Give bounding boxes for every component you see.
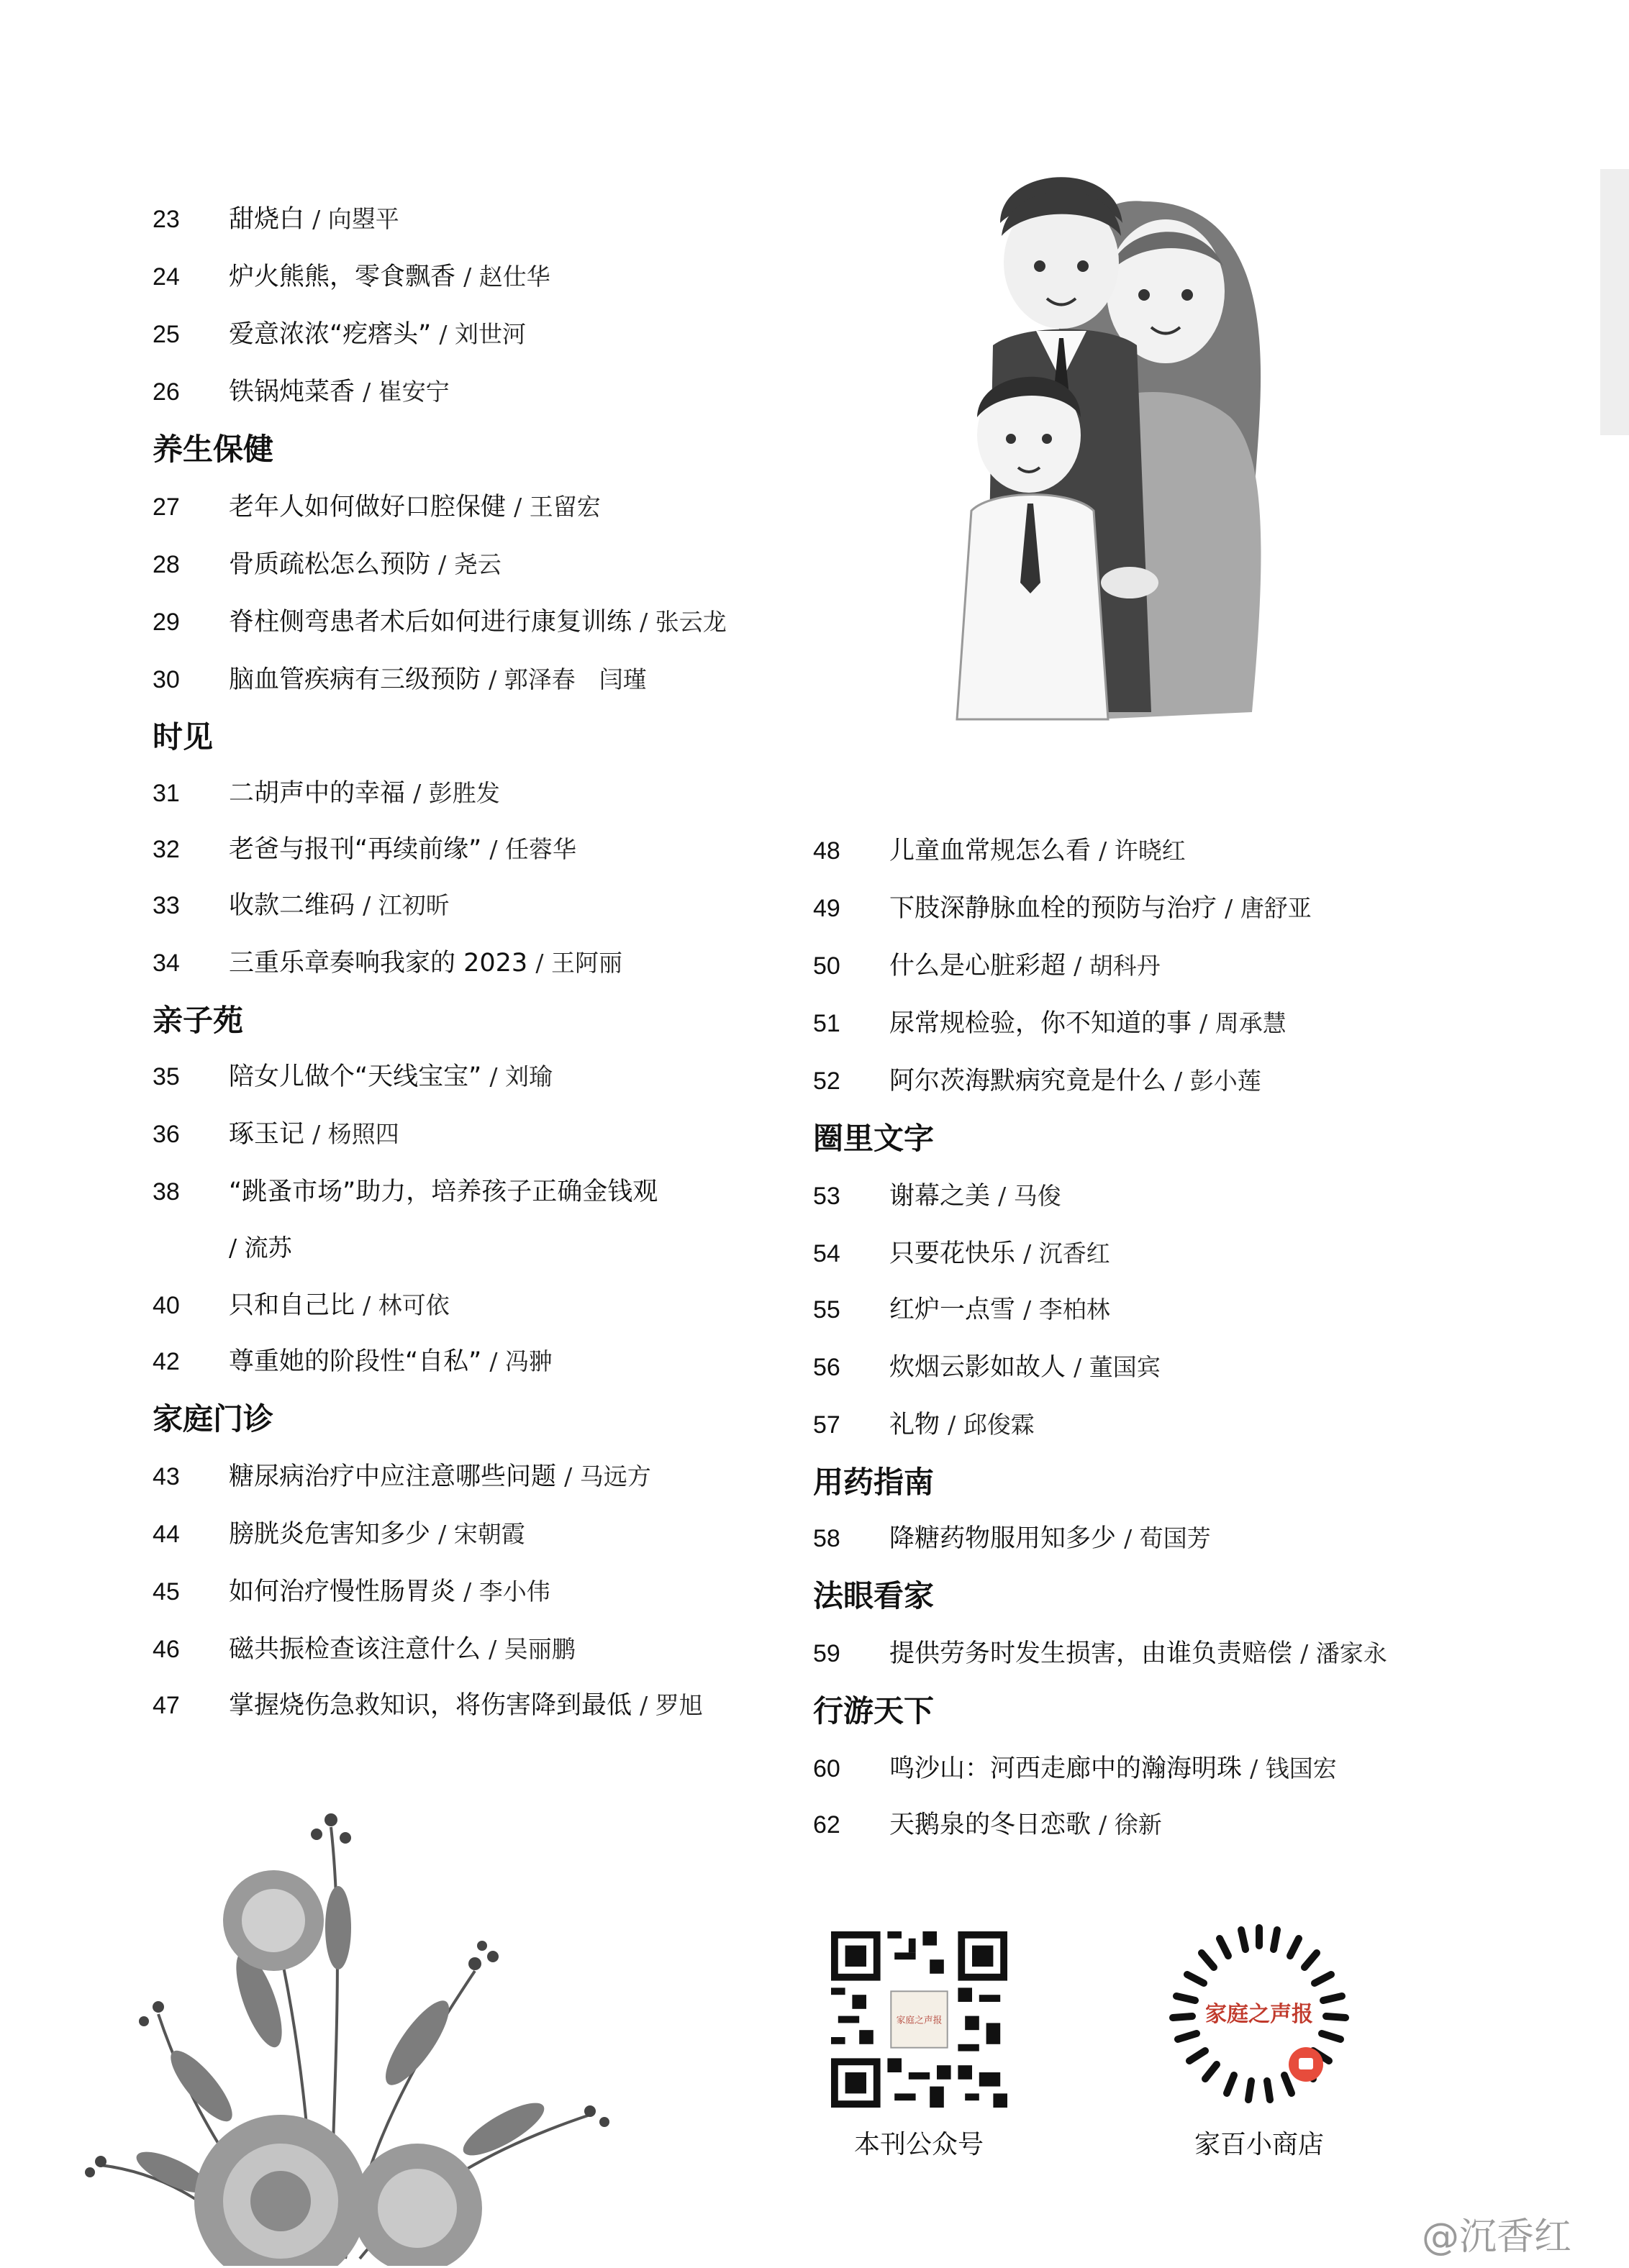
toc-entry-title bbox=[889, 944, 1161, 988]
toc-entry-page-number: 60 bbox=[813, 1755, 840, 1782]
toc-entry-page-number: 28 bbox=[153, 551, 180, 578]
toc-entry-title-text: 尊重她的阶段性“自私” bbox=[229, 1347, 482, 1376]
toc-entry-page-number: 25 bbox=[153, 321, 180, 348]
toc-entry-title bbox=[889, 1288, 1110, 1331]
toc-entry-title-text: 阿尔茨海默病究竟是什么 bbox=[889, 1067, 1167, 1096]
toc-entry-page-number: 36 bbox=[153, 1121, 180, 1148]
toc-entry-page-number: 57 bbox=[813, 1411, 840, 1439]
toc-entry-author: / 钱国宏 bbox=[1250, 1754, 1337, 1782]
toc-entry-title bbox=[229, 601, 727, 644]
toc-entry-title bbox=[889, 1403, 1035, 1447]
toc-entry-title-text: 二胡声中的幸福 bbox=[229, 779, 406, 808]
toc-entry-author: / 张云龙 bbox=[640, 608, 727, 636]
toc-entry-author: / 向曌平 bbox=[312, 205, 399, 233]
toc-entry-title-text: 红炉一点雪 bbox=[889, 1295, 1016, 1324]
toc-entry-author: / 马远方 bbox=[564, 1462, 651, 1490]
toc-entry-author: / 王留宏 bbox=[514, 493, 601, 521]
toc-entry-title bbox=[229, 1684, 703, 1727]
toc-entry-title bbox=[889, 1060, 1261, 1103]
toc-entry-author: / 李小伟 bbox=[463, 1577, 550, 1606]
toc-entry-author: / 许晓红 bbox=[1099, 837, 1186, 865]
toc-entry-title bbox=[229, 370, 450, 414]
toc-entry-page-number: 34 bbox=[153, 949, 180, 977]
toc-entry-page-number: 38 bbox=[153, 1178, 180, 1206]
toc-entry-title-text: 只要花快乐 bbox=[889, 1239, 1016, 1268]
toc-entry-title bbox=[229, 255, 550, 299]
toc-entry-page-number: 54 bbox=[813, 1240, 840, 1267]
toc-entry-title-text: 磁共振检查该注意什么 bbox=[229, 1635, 481, 1664]
toc-entry-title-text: 只和自己比 bbox=[229, 1291, 355, 1320]
toc-entry-title-text: 礼物 bbox=[889, 1411, 940, 1439]
toc-entry-author: / 邱俊霖 bbox=[948, 1411, 1035, 1439]
section-heading: 亲子苑 bbox=[153, 1003, 244, 1038]
toc-entry-page-number: 56 bbox=[813, 1354, 840, 1381]
toc-entry-page-number: 35 bbox=[153, 1063, 180, 1090]
section-heading: 行游天下 bbox=[813, 1693, 935, 1729]
toc-entry-author: / 彭小莲 bbox=[1174, 1067, 1261, 1095]
toc-entry-title-text: 炊烟云影如故人 bbox=[889, 1353, 1066, 1382]
toc-entry-title bbox=[889, 1175, 1061, 1218]
toc-entry-author: / 宋朝霞 bbox=[438, 1520, 525, 1548]
toc-entry-author: / 李柏林 bbox=[1023, 1295, 1110, 1324]
toc-entry-title-text: 膀胱炎危害知多少 bbox=[229, 1520, 431, 1549]
toc-entry-title bbox=[229, 884, 450, 927]
toc-entry-title-text: 掌握烧伤急救知识，将伤害降到最低 bbox=[229, 1691, 632, 1720]
toc-entry-title-text: 提供劳务时发生损害，由谁负责赔偿 bbox=[889, 1639, 1293, 1668]
toc-entry-title bbox=[889, 887, 1312, 930]
toc-entry-author: / 流苏 bbox=[229, 1234, 292, 1262]
section-heading: 圈里文字 bbox=[813, 1121, 935, 1156]
toc-entry-title bbox=[229, 198, 399, 241]
toc-entry-title-text: 尿常规检验，你不知道的事 bbox=[889, 1009, 1192, 1038]
toc-entry-title-text: 炉火熊熊，零食飘香 bbox=[229, 263, 456, 291]
toc-entry-author: / 林可依 bbox=[363, 1291, 450, 1319]
toc-entry-author: / 罗旭 bbox=[640, 1691, 703, 1719]
toc-entry-title bbox=[229, 828, 576, 871]
toc-entry-author: / 吴丽鹏 bbox=[489, 1635, 576, 1663]
toc-entry-title-text: 铁锅炖菜香 bbox=[229, 378, 355, 406]
toc-entry-page-number: 30 bbox=[153, 666, 180, 693]
toc-entry-title-text: 甜烧白 bbox=[229, 205, 305, 234]
toc-entry-title bbox=[229, 1340, 553, 1383]
toc-entry-page-number: 48 bbox=[813, 837, 840, 865]
toc-entry-title-text: 骨质疏松怎么预防 bbox=[229, 550, 431, 579]
toc-entry-title bbox=[229, 1284, 450, 1327]
toc-entry-title-text: 脊柱侧弯患者术后如何进行康复训练 bbox=[229, 608, 632, 637]
toc-entry-title bbox=[889, 829, 1186, 873]
toc-entry-page-number: 29 bbox=[153, 609, 180, 636]
toc-entry-title bbox=[889, 1232, 1110, 1275]
toc-entry-author: / 刘瑜 bbox=[489, 1062, 553, 1090]
toc-entry-page-number: 49 bbox=[813, 895, 840, 922]
toc-entry-page-number: 24 bbox=[153, 263, 180, 291]
toc-entry-author: / 马俊 bbox=[998, 1182, 1061, 1210]
toc-entry-page-number: 32 bbox=[153, 836, 180, 863]
toc-entry-title bbox=[889, 1517, 1211, 1560]
toc-entry-title-text: 下肢深静脉血栓的预防与治疗 bbox=[889, 894, 1217, 923]
toc-entry-title bbox=[229, 772, 500, 815]
toc-entry-title-text: 三重乐章奏响我家的 2023 bbox=[229, 949, 528, 978]
toc-entry-page-number: 50 bbox=[813, 952, 840, 980]
toc-entry-page-number: 55 bbox=[813, 1296, 840, 1324]
toc-entry-page-number: 23 bbox=[153, 206, 180, 233]
toc-left-column bbox=[153, 0, 872, 1762]
toc-entry-title bbox=[229, 313, 526, 356]
toc-entry-author: / 潘家永 bbox=[1300, 1639, 1387, 1667]
toc-entry-title-text: 脑血管疾病有三级预防 bbox=[229, 665, 481, 694]
toc-entry-author: / 郭泽春 闫瑾 bbox=[489, 665, 647, 693]
toc-entry-page-number: 40 bbox=[153, 1292, 180, 1319]
qr-caption-shop: 家百小商店 bbox=[1194, 2130, 1324, 2159]
toc-entry-title-text: 什么是心脏彩超 bbox=[889, 952, 1066, 980]
toc-entry-author: / 崔安宁 bbox=[363, 378, 450, 406]
toc-entry-title-text: 糖尿病治疗中应注意哪些问题 bbox=[229, 1462, 557, 1491]
toc-entry-title bbox=[229, 1170, 658, 1213]
toc-entry-page-number: 33 bbox=[153, 892, 180, 919]
toc-entry-author: / 任蓉华 bbox=[489, 835, 577, 863]
section-heading: 时见 bbox=[153, 719, 214, 755]
toc-entry-page-number: 47 bbox=[153, 1692, 180, 1719]
toc-entry-author: / 王阿丽 bbox=[535, 949, 622, 977]
toc-entry-title-text: 琢玉记 bbox=[229, 1120, 305, 1149]
toc-entry-page-number: 53 bbox=[813, 1183, 840, 1210]
toc-entry-author: / 赵仕华 bbox=[463, 263, 550, 291]
toc-entry-author: / 冯翀 bbox=[489, 1347, 553, 1375]
toc-entry-title bbox=[889, 1803, 1162, 1846]
toc-entry-author: / 彭胜发 bbox=[413, 779, 500, 807]
toc-entry-title-text: 老年人如何做好口腔保健 bbox=[229, 493, 507, 522]
toc-entry-author: / 周承慧 bbox=[1199, 1009, 1287, 1037]
toc-entry-title bbox=[229, 1513, 525, 1556]
toc-entry-title-text: 天鹅泉的冬日恋歌 bbox=[889, 1811, 1092, 1839]
toc-entry-page-number: 46 bbox=[153, 1636, 180, 1663]
page-edge-tab bbox=[1600, 169, 1629, 435]
toc-entry-title-text: 鸣沙山：河西走廊中的瀚海明珠 bbox=[889, 1754, 1243, 1783]
toc-entry-page-number: 51 bbox=[813, 1010, 840, 1037]
toc-entry-title bbox=[229, 1055, 553, 1098]
watermark: @沉香红 bbox=[1421, 2215, 1571, 2259]
toc-entry-title-text: 爱意浓浓“疙瘩头” bbox=[229, 320, 432, 349]
toc-entry-page-number: 58 bbox=[813, 1525, 840, 1552]
toc-entry-page-number: 52 bbox=[813, 1067, 840, 1095]
toc-entry-author: / 唐舒亚 bbox=[1225, 894, 1312, 922]
toc-entry-author: / 荀国芳 bbox=[1124, 1524, 1211, 1552]
toc-entry-title-text: 如何治疗慢性肠胃炎 bbox=[229, 1577, 456, 1606]
toc-entry-title-text: 陪女儿做个“天线宝宝” bbox=[229, 1062, 482, 1091]
toc-entry-title-text: “跳蚤市场”助力，培养孩子正确金钱观 bbox=[229, 1178, 658, 1206]
toc-entry-page-number: 27 bbox=[153, 493, 180, 521]
toc-entry-author: / 沉香红 bbox=[1023, 1239, 1110, 1267]
toc-entry-page-number: 31 bbox=[153, 780, 180, 807]
toc-entry-author: / 尧云 bbox=[438, 550, 502, 578]
toc-entry-page-number: 26 bbox=[153, 378, 180, 406]
toc-entry-author: / 江初昕 bbox=[363, 891, 450, 919]
toc-right-column bbox=[813, 0, 1461, 1885]
toc-entry-title-text: 谢幕之美 bbox=[889, 1182, 991, 1211]
qr-code-official-account bbox=[831, 1931, 1007, 2108]
toc-entry-title bbox=[229, 543, 502, 586]
toc-entry-title-text: 老爸与报刊“再续前缘” bbox=[229, 835, 482, 864]
toc-entry-author: / 徐新 bbox=[1099, 1811, 1162, 1839]
mini-program-logo-text: 家庭之声报 bbox=[1205, 2002, 1313, 2027]
toc-entry-title bbox=[229, 1113, 399, 1156]
toc-entry-author: / 杨照四 bbox=[312, 1120, 399, 1148]
toc-entry-page-number: 44 bbox=[153, 1521, 180, 1548]
toc-entry-author: / 董国宾 bbox=[1074, 1353, 1161, 1381]
toc-entry-title-text: 降糖药物服用知多少 bbox=[889, 1524, 1117, 1553]
qr-caption-official-account: 本刊公众号 bbox=[853, 2130, 984, 2159]
toc-entry-author: / 胡科丹 bbox=[1074, 952, 1161, 980]
section-heading: 养生保健 bbox=[153, 432, 274, 467]
toc-entry-page-number: 43 bbox=[153, 1463, 180, 1490]
toc-entry-title bbox=[229, 942, 622, 985]
toc-entry-title bbox=[229, 1570, 550, 1613]
toc-entry-page-number: 45 bbox=[153, 1578, 180, 1606]
section-heading: 法眼看家 bbox=[813, 1578, 935, 1613]
mini-program-code-shop bbox=[1169, 1924, 1349, 2104]
toc-entry-title-text: 儿童血常规怎么看 bbox=[889, 837, 1092, 865]
section-heading: 用药指南 bbox=[813, 1465, 935, 1500]
toc-entry-title bbox=[889, 1002, 1287, 1045]
toc-entry-title bbox=[229, 486, 601, 529]
toc-entry-title bbox=[229, 1628, 576, 1671]
toc-entry-title bbox=[889, 1632, 1387, 1675]
toc-entry-page-number: 59 bbox=[813, 1640, 840, 1667]
toc-entry-page-number: 62 bbox=[813, 1811, 840, 1839]
flower-illustration bbox=[43, 1741, 691, 2266]
toc-entry-title bbox=[889, 1747, 1337, 1790]
toc-entry-author: / 刘世河 bbox=[439, 320, 527, 348]
toc-entry-title bbox=[229, 658, 647, 701]
section-heading: 家庭门诊 bbox=[153, 1401, 274, 1436]
qr-logo-text: 家庭之声报 bbox=[896, 2015, 943, 2026]
toc-entry-title-text: 收款二维码 bbox=[229, 891, 355, 920]
toc-entry-title bbox=[889, 1346, 1161, 1389]
toc-entry-title bbox=[229, 1455, 651, 1498]
toc-entry-page-number: 42 bbox=[153, 1348, 180, 1375]
